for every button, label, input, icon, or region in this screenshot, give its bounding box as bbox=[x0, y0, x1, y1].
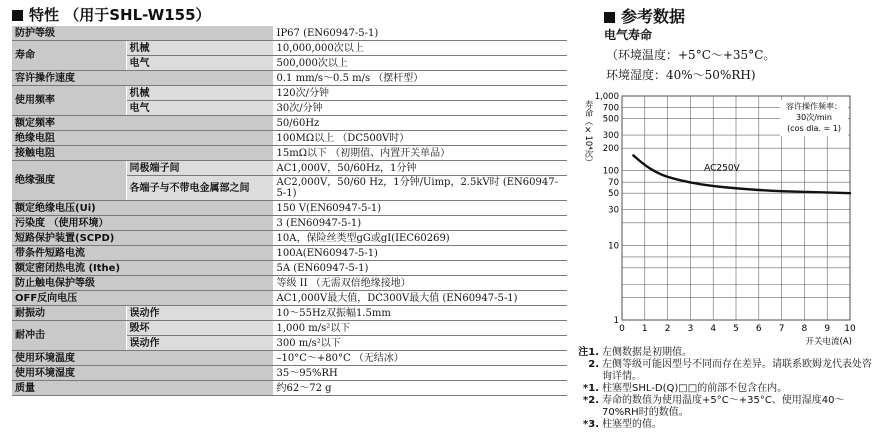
series-label: AC250V bbox=[704, 163, 740, 174]
spec-subheader-cell: 机械 bbox=[126, 41, 273, 56]
x-tick-label: 7 bbox=[778, 324, 785, 334]
spec-value-cell: 100MΩ以上 （DC500V时） bbox=[273, 131, 567, 146]
spec-value-cell: 100A(EN60947-5-1) bbox=[273, 246, 567, 261]
note-key: *1. bbox=[583, 383, 599, 394]
spec-value-cell: –10°C～+80°C （无结冰） bbox=[273, 351, 567, 366]
note-item bbox=[575, 359, 875, 383]
y-axis-label: 寿命（×10⁴次） bbox=[583, 100, 593, 167]
y-tick-label: 100 bbox=[602, 166, 619, 177]
spec-row bbox=[12, 201, 567, 216]
spec-value-cell: 约62～72 g bbox=[273, 381, 567, 396]
y-tick-label: 1,000 bbox=[594, 92, 619, 102]
spec-value-cell: 500,000次以上 bbox=[273, 56, 567, 71]
spec-subheader-cell: 误动作 bbox=[126, 306, 273, 321]
annotation-line: (cos dia. = 1) bbox=[787, 124, 841, 133]
note-text: 左侧等级可能因型号不同而存在差异。请联系欧姆龙代表处咨询详情。 bbox=[602, 359, 872, 382]
note-text: 寿命的数值为使用温度+5°C～+35°C、使用湿度40～70%RH时的数值。 bbox=[602, 395, 845, 418]
spec-header-cell: 绝缘电阻 bbox=[12, 131, 273, 146]
spec-header-cell: 防护等级 bbox=[12, 26, 273, 41]
spec-header-cell: 带条件短路电流 bbox=[12, 246, 273, 261]
x-axis-label: 开关电流(A) bbox=[805, 337, 852, 346]
spec-value-cell: AC2,000V，50/60 Hz，1分钟/Uimp，2.5kV时 (EN60947-5-1) bbox=[273, 176, 567, 201]
x-tick-label: 6 bbox=[755, 324, 762, 334]
note-text: 柱塞型的值。 bbox=[602, 419, 662, 430]
spec-subheader-cell: 机械 bbox=[126, 86, 273, 101]
spec-header-cell: 耐振动 bbox=[12, 306, 126, 321]
reference-section-title bbox=[604, 4, 685, 27]
spec-header-cell: 接触电阻 bbox=[12, 146, 273, 161]
y-tick-label: 500 bbox=[602, 114, 619, 125]
spec-header-cell: 使用环境湿度 bbox=[12, 366, 273, 381]
square-bullet-icon bbox=[12, 10, 23, 21]
note-key: *2. bbox=[583, 395, 599, 406]
spec-header-cell: 防止触电保护等级 bbox=[12, 276, 273, 291]
spec-value-cell: 5A (EN60947-5-1) bbox=[273, 261, 567, 276]
spec-header-cell: 使用环境温度 bbox=[12, 351, 273, 366]
chart-subtitle: 电气寿命 bbox=[604, 28, 653, 42]
note-text: 左侧数据是初期值。 bbox=[602, 347, 692, 358]
y-tick-label: 200 bbox=[602, 144, 619, 155]
condition-humidity: 环境湿度：40%～50%RH) bbox=[606, 68, 756, 82]
x-tick-label: 9 bbox=[824, 324, 831, 334]
series-line-ac250v bbox=[633, 155, 850, 193]
spec-header-cell: 寿命 bbox=[12, 41, 126, 71]
spec-subheader-cell: 毁坏 bbox=[126, 321, 273, 336]
note-item bbox=[575, 347, 875, 359]
spec-value-cell: 15mΩ以下 （初期值、内置开关单品） bbox=[273, 146, 567, 161]
spec-value-cell: 10A，保险丝类型gG或gI(IEC60269) bbox=[273, 231, 567, 246]
x-tick-label: 2 bbox=[664, 324, 671, 334]
x-tick-label: 8 bbox=[801, 324, 808, 334]
spec-header-cell: 耐冲击 bbox=[12, 321, 126, 351]
spec-row bbox=[12, 26, 567, 41]
spec-header-cell: 额定频率 bbox=[12, 116, 273, 131]
x-tick-label: 10 bbox=[844, 324, 856, 334]
spec-row bbox=[12, 351, 567, 366]
spec-value-cell: 150 V(EN60947-5-1) bbox=[273, 201, 567, 216]
spec-value-cell: 3 (EN60947-5-1) bbox=[273, 216, 567, 231]
spec-header-cell: OFF反向电压 bbox=[12, 291, 273, 306]
spec-row bbox=[12, 41, 567, 56]
spec-value-cell: 120次/分钟 bbox=[273, 86, 567, 101]
spec-row bbox=[12, 86, 567, 101]
spec-header-cell: 使用频率 bbox=[12, 86, 126, 116]
spec-row bbox=[12, 131, 567, 146]
note-item bbox=[575, 383, 875, 395]
spec-header-cell: 额定密闭热电流 (Ithe) bbox=[12, 261, 273, 276]
note-key: *3. bbox=[583, 419, 599, 430]
spec-header-cell: 容许操作速度 bbox=[12, 71, 273, 86]
electrical-life-chart bbox=[572, 88, 878, 346]
spec-value-cell: 10,000,000次以上 bbox=[273, 41, 567, 56]
y-tick-label: 50 bbox=[608, 189, 619, 200]
spec-row bbox=[12, 276, 567, 291]
spec-value-cell: 1,000 m/s²以下 bbox=[273, 321, 567, 336]
spec-row bbox=[12, 71, 567, 86]
spec-value-cell: 0.1 mm/s～0.5 m/s （摆杆型） bbox=[273, 71, 567, 86]
spec-row bbox=[12, 246, 567, 261]
spec-subheader-cell: 误动作 bbox=[126, 336, 273, 351]
x-tick-label: 5 bbox=[733, 324, 739, 334]
notes-block bbox=[575, 347, 875, 431]
spec-value-cell: 10～55Hz双振幅1.5mm bbox=[273, 306, 567, 321]
y-tick-label: 300 bbox=[602, 131, 619, 142]
spec-value-cell: 300 m/s²以下 bbox=[273, 336, 567, 351]
spec-row bbox=[12, 291, 567, 306]
spec-row bbox=[12, 161, 567, 176]
spec-row bbox=[12, 216, 567, 231]
spec-header-cell: 质量 bbox=[12, 381, 273, 396]
note-item bbox=[575, 395, 875, 419]
square-bullet-icon bbox=[604, 12, 615, 23]
y-tick-label: 700 bbox=[602, 103, 619, 114]
spec-title-text: 特性 （用于SHL-W155） bbox=[29, 6, 211, 24]
spec-value-cell: 等级 II （无需双倍绝缘接地） bbox=[273, 276, 567, 291]
spec-row bbox=[12, 146, 567, 161]
spec-section-title bbox=[12, 4, 211, 25]
spec-value-cell: IP67 (EN60947-5-1) bbox=[273, 26, 567, 41]
spec-value-cell: 50/60Hz bbox=[273, 116, 567, 131]
y-tick-label: 70 bbox=[608, 178, 619, 189]
condition-temperature: （环境温度：+5°C～+35°C。 bbox=[606, 48, 776, 62]
x-tick-label: 1 bbox=[641, 324, 648, 334]
y-tick-label: 30 bbox=[608, 205, 619, 216]
spec-subheader-cell: 电气 bbox=[126, 56, 273, 71]
spec-subheader-cell: 同极端子间 bbox=[126, 161, 273, 176]
spec-header-cell: 绝缘强度 bbox=[12, 161, 126, 201]
note-key: 注1. bbox=[578, 347, 599, 358]
note-item bbox=[575, 419, 875, 431]
spec-value-cell: AC1,000V最大值，DC300V最大值 (EN60947-5-1) bbox=[273, 291, 567, 306]
spec-table bbox=[12, 26, 567, 396]
spec-header-cell: 污染度 （使用环境） bbox=[12, 216, 273, 231]
spec-header-cell: 额定绝缘电压(Ui) bbox=[12, 201, 273, 216]
y-tick-label: 1 bbox=[613, 316, 619, 326]
spec-subheader-cell: 电气 bbox=[126, 101, 273, 116]
spec-row bbox=[12, 116, 567, 131]
spec-row bbox=[12, 231, 567, 246]
annotation-line: 30次/min bbox=[796, 113, 832, 122]
spec-header-cell: 短路保护装置(SCPD) bbox=[12, 231, 273, 246]
x-tick-label: 3 bbox=[687, 324, 694, 334]
x-tick-label: 4 bbox=[710, 324, 717, 334]
spec-value-cell: 35～95%RH bbox=[273, 366, 567, 381]
spec-row bbox=[12, 306, 567, 321]
spec-row bbox=[12, 321, 567, 336]
spec-row bbox=[12, 261, 567, 276]
spec-row bbox=[12, 366, 567, 381]
reference-title-text: 参考数据 bbox=[621, 7, 686, 26]
y-tick-label: 10 bbox=[608, 241, 619, 252]
annotation-line: 容许操作频率： bbox=[786, 102, 842, 111]
spec-value-cell: 30次/分钟 bbox=[273, 101, 567, 116]
spec-row bbox=[12, 381, 567, 396]
note-text: 柱塞型SHL-D(Q)□□的前部不包含在内。 bbox=[602, 383, 788, 394]
note-key: 2. bbox=[588, 359, 599, 370]
x-tick-label: 0 bbox=[619, 324, 625, 334]
spec-value-cell: AC1,000V，50/60Hz，1分钟 bbox=[273, 161, 567, 176]
spec-subheader-cell: 各端子与不带电金属部之间 bbox=[126, 176, 273, 201]
